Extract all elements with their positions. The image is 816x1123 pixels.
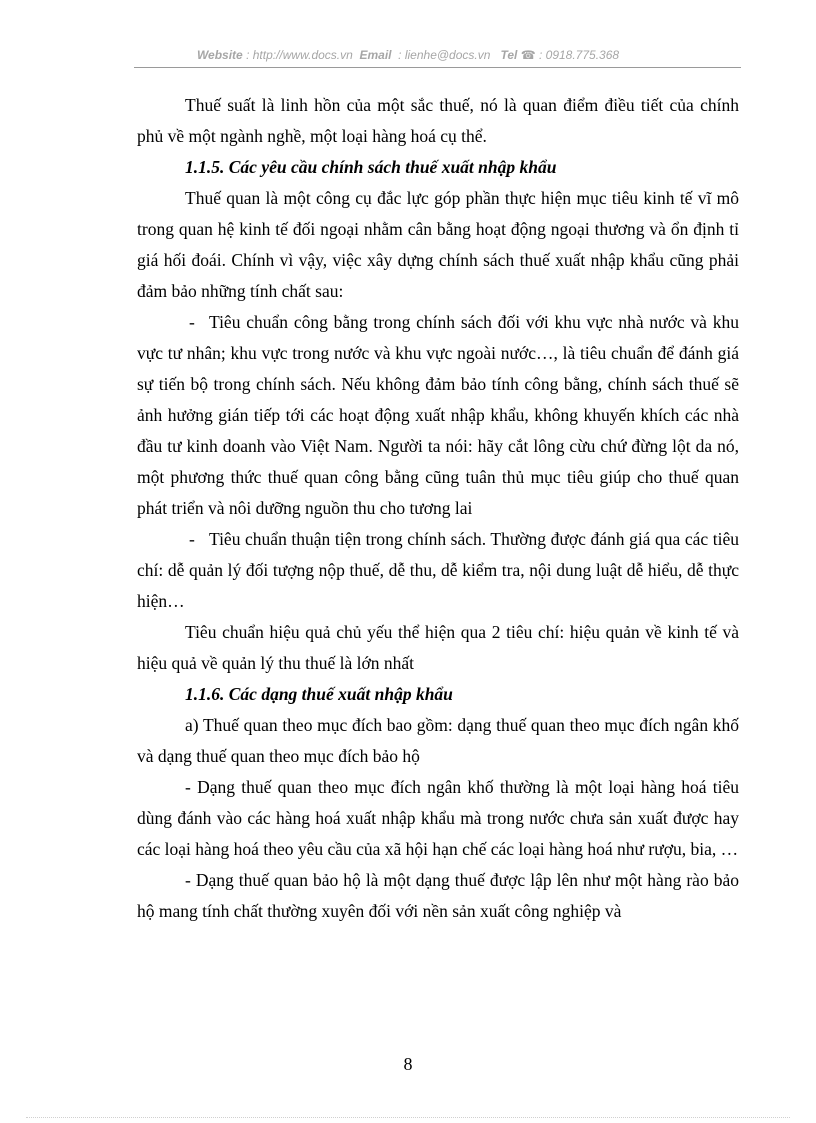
email-address[interactable]: lienhe@docs.vn xyxy=(404,48,491,62)
dash-paragraph-text: Tiêu chuẩn công bằng trong chính sách đối với khu vực nhà nước và khu vực tư nhân; khu vực trong nước và khu vực ngoài nước…, là tiêu chuẩn để đánh giá sự tiến bộ trong chính sách. Nếu không đảm bảo tính công bằng, chính sách thuế sẽ ảnh hưởng gián tiếp tới các hoạt động xuất nhập khẩu, không khuyến khích các nhà đầu tư kinh doanh vào Việt Nam. Người ta nói: hãy cắt lông cừu chứ đừng lột da nó, một phương thức thuế quan công bằng cũng tuân thủ mục tiêu giúp cho thuế quan phát triển và nôi dưỡng nguồn thu cho tương lai xyxy=(137,312,739,518)
tel-number: 0918.775.368 xyxy=(545,48,620,62)
paragraph: Thuế quan là một công cụ đắc lực góp phần thực hiện mục tiêu kinh tế vĩ mô trong quan hệ kinh tế đối ngoại nhằm cân bằng hoạt động ngoại thương và ổn định tỉ giá hối đoái. Chính vì vậy, việc xây dựng chính sách thuế xuất nhập khẩu cũng phải đảm bảo những tính chất sau: xyxy=(137,188,739,301)
paragraph: - Dạng thuế quan theo mục đích ngân khố thường là một loại hàng hoá tiêu dùng đánh vào các hàng hoá xuất nhập khẩu mà trong nước chưa sản xuất được hay các loại hàng hoá theo yêu cầu của xã hội hạn chế các loại hàng hoá như rượu, bia, … xyxy=(137,777,739,859)
dash-marker: - xyxy=(189,529,195,549)
paragraph: Tiêu chuẩn hiệu quả chủ yếu thể hiện qua 2 tiêu chí: hiệu quản về kinh tế và hiệu quả về quản lý thu thuế là lớn nhất xyxy=(137,622,739,673)
paragraph: Thuế suất là linh hồn của một sắc thuế, nó là quan điểm điều tiết của chính phủ về một ngành nghề, một loại hàng hoá cụ thể. xyxy=(137,95,739,146)
email-separator: : xyxy=(394,48,405,62)
header-divider xyxy=(134,67,741,68)
page-header xyxy=(0,48,816,62)
page-number: 8 xyxy=(403,1054,413,1074)
tel-label: Tel xyxy=(500,48,518,62)
email-label: Email xyxy=(359,48,392,62)
phone-icon: ☎ xyxy=(520,48,536,62)
paragraph: a) Thuế quan theo mục đích bao gồm: dạng thuế quan theo mục đích ngân khố và dạng thuế quan theo mục đích bảo hộ xyxy=(137,715,739,766)
dash-paragraph xyxy=(137,307,739,524)
dash-paragraph xyxy=(137,524,739,617)
document-body xyxy=(137,90,739,927)
paragraph: - Dạng thuế quan bảo hộ là một dạng thuế được lập lên như một hàng rào bảo hộ mang tính chất thường xuyên đối với nền sản xuất công nghiệp và xyxy=(137,870,739,921)
tel-separator: : xyxy=(535,48,546,62)
dash-paragraph-text: Tiêu chuẩn thuận tiện trong chính sách. Thường được đánh giá qua các tiêu chí: dễ quản lý đối tượng nộp thuế, dễ thu, dễ kiểm tra, nội dung luật dễ hiểu, dễ thực hiện… xyxy=(137,529,739,611)
website-separator: : xyxy=(242,48,253,62)
section-heading: 1.1.6. Các dạng thuế xuất nhập khẩu xyxy=(185,684,453,704)
section-heading: 1.1.5. Các yêu cầu chính sách thuế xuất nhập khẩu xyxy=(185,157,557,177)
website-label: Website xyxy=(196,48,243,62)
website-url[interactable]: http://www.docs.vn xyxy=(252,48,353,62)
dash-marker: - xyxy=(189,312,195,332)
footer-divider xyxy=(26,1117,790,1118)
